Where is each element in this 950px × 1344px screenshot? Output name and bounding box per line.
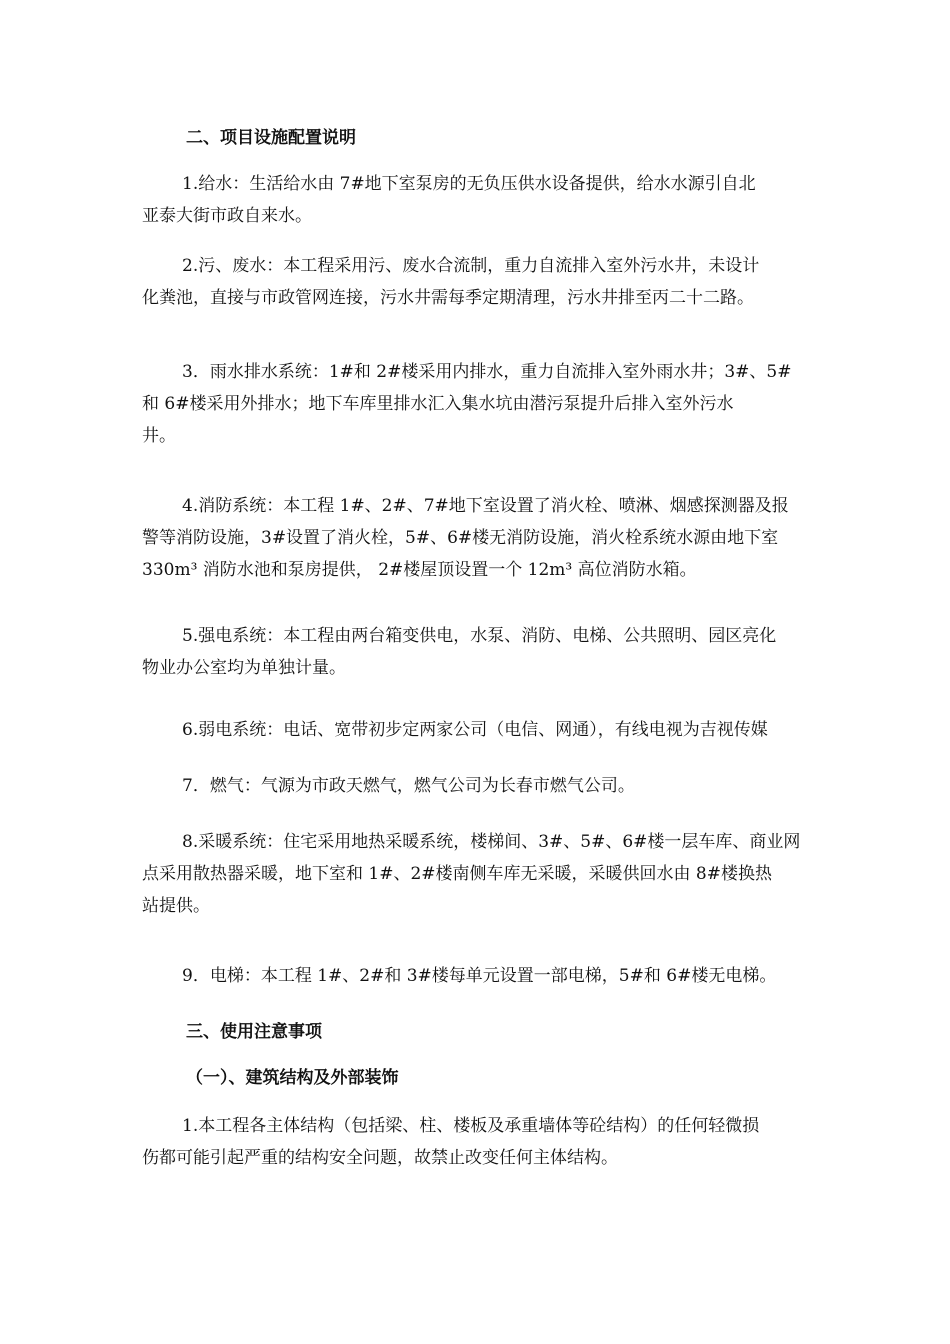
paragraph-sewage xyxy=(142,250,810,314)
text-line: 5.强电系统：本工程由两台箱变供电，水泵、消防、电梯、公共照明、园区亮化 xyxy=(182,626,777,646)
text-line: 警等消防设施，3#设置了消火栓，5#、6#楼无消防设施，消火栓系统水源由地下室 xyxy=(142,528,779,548)
text-line: 2.污、废水：本工程采用污、废水合流制，重力自流排入室外污水井，未设计 xyxy=(182,256,760,276)
section-3-subheading: （一）、建筑结构及外部装饰 xyxy=(186,1068,399,1088)
section-2-heading: 二、项目设施配置说明 xyxy=(186,128,356,148)
paragraph-heating xyxy=(142,826,810,922)
paragraph-gas xyxy=(142,770,810,802)
text-line: 化粪池，直接与市政管网连接，污水井需每季定期清理，污水井排至丙二十二路。 xyxy=(142,288,754,308)
text-line: 8.采暖系统：住宅采用地热采暖系统，楼梯间、3#、5#、6#楼一层车库、商业网 xyxy=(182,832,801,852)
text-line: 6.弱电系统：电话、宽带初步定两家公司（电信、网通），有线电视为吉视传媒 xyxy=(182,720,768,740)
text-line: 1.给水：生活给水由 7#地下室泵房的无负压供水设备提供，给水水源引自北 xyxy=(182,174,756,194)
text-line: 330m³ 消防水池和泵房提供， 2#楼屋顶设置一个 12m³ 高位消防水箱。 xyxy=(142,560,697,580)
section-3-heading: 三、使用注意事项 xyxy=(186,1022,322,1042)
paragraph-elevator xyxy=(142,960,810,992)
text-line: 3．雨水排水系统：1#和 2#楼采用内排水，重力自流排入室外雨水井；3#、5# xyxy=(182,362,792,382)
text-line: 和 6#楼采用外排水；地下车库里排水汇入集水坑由潜污泵提升后排入室外污水 xyxy=(142,394,734,414)
text-line: 点采用散热器采暖，地下室和 1#、2#楼南侧车库无采暖，采暖供回水由 8#楼换热 xyxy=(142,864,772,884)
paragraph-power xyxy=(142,620,810,684)
text-line: 物业办公室均为单独计量。 xyxy=(142,658,346,678)
text-line: 站提供。 xyxy=(142,896,210,916)
paragraph-rainwater xyxy=(142,356,810,452)
text-line: 亚泰大街市政自来水。 xyxy=(142,206,312,226)
paragraph-water-supply xyxy=(142,168,810,232)
text-line: 7．燃气：气源为市政天燃气，燃气公司为长春市燃气公司。 xyxy=(182,776,635,796)
paragraph-fire xyxy=(142,490,810,586)
text-line: 1.本工程各主体结构（包括梁、柱、楼板及承重墙体等砼结构）的任何轻微损 xyxy=(182,1116,760,1136)
text-line: 井。 xyxy=(142,426,176,446)
text-line: 9．电梯：本工程 1#、2#和 3#楼每单元设置一部电梯，5#和 6#楼无电梯。 xyxy=(182,966,777,986)
text-line: 伤都可能引起严重的结构安全问题，故禁止改变任何主体结构。 xyxy=(142,1148,618,1168)
paragraph-weak-current xyxy=(142,714,810,746)
paragraph-structure xyxy=(142,1110,810,1174)
text-line: 4.消防系统：本工程 1#、2#、7#地下室设置了消火栓、喷淋、烟感探测器及报 xyxy=(182,496,789,516)
